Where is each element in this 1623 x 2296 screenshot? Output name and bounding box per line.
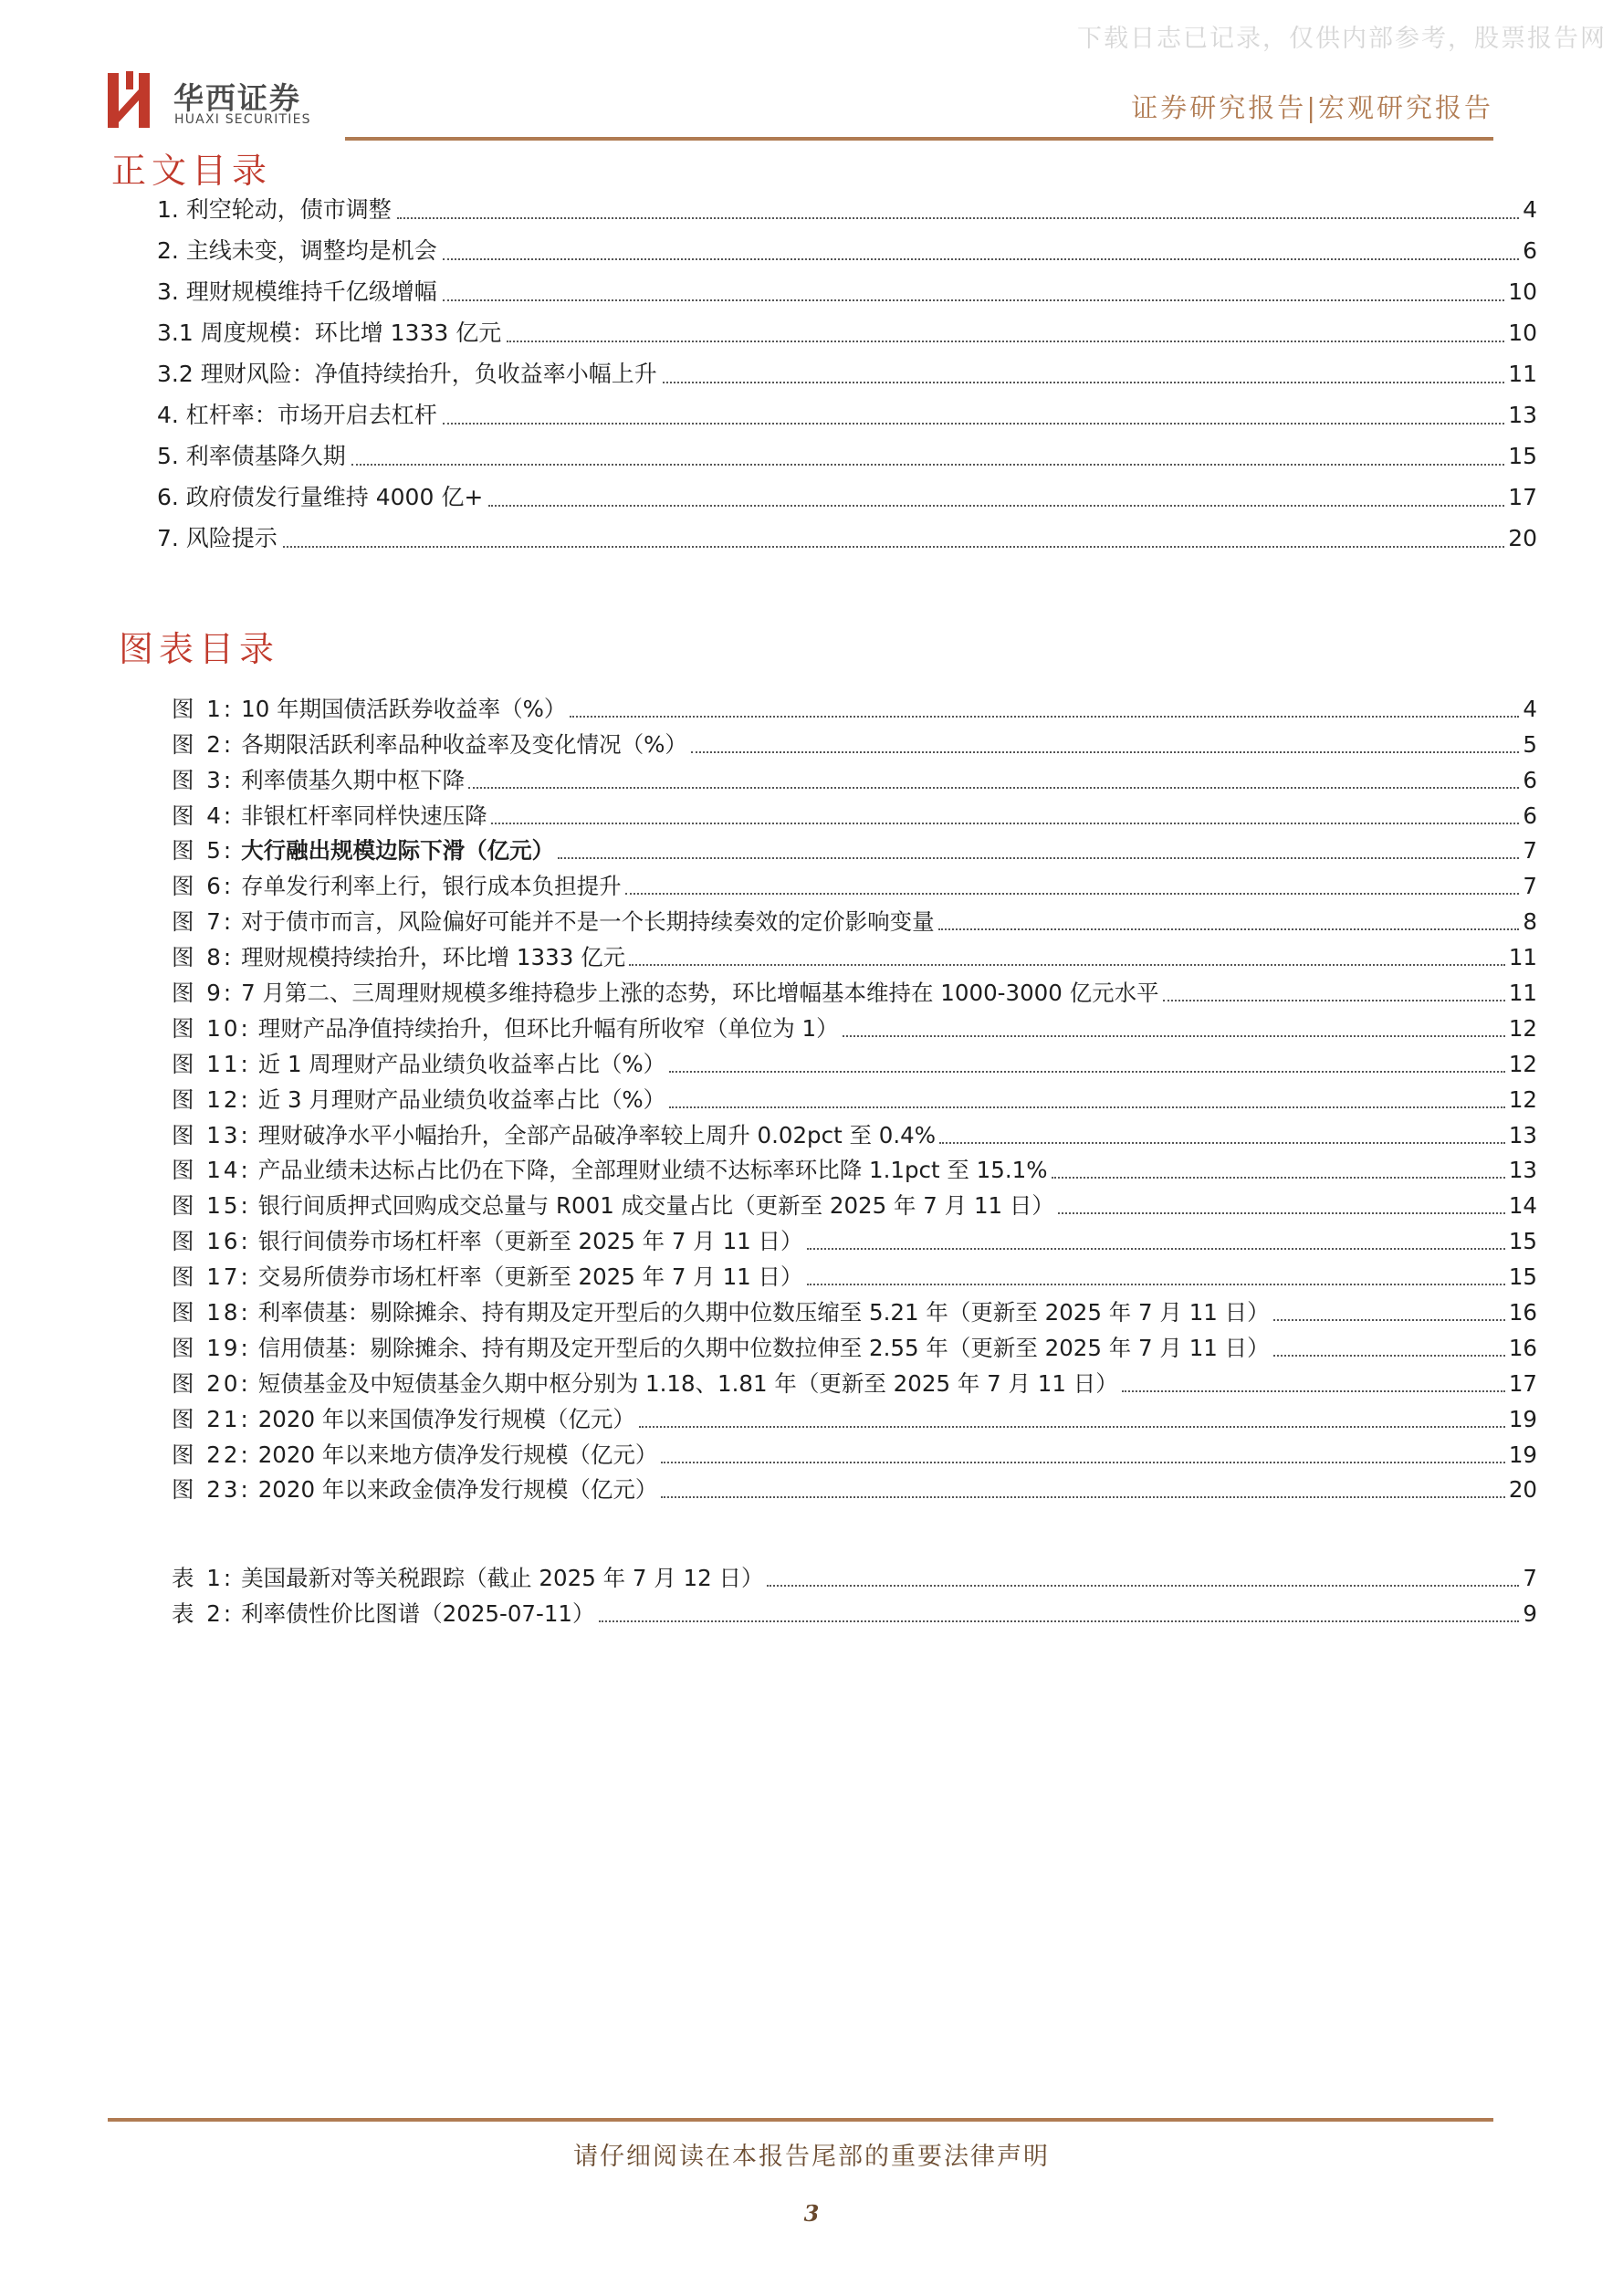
toc-entry-page: 10 <box>1508 278 1537 305</box>
figure-entry-label: 图 6: <box>172 873 235 900</box>
toc-entry[interactable] <box>157 312 1537 353</box>
toc-entry[interactable] <box>157 435 1537 477</box>
figure-entry-page: 5 <box>1523 730 1537 758</box>
figure-entry-page: 13 <box>1508 1157 1537 1184</box>
figure-entry-label: 图 8: <box>172 944 235 971</box>
figure-entry-page: 15 <box>1508 1263 1537 1291</box>
toc-entry-title: 5. 利率债基降久期 <box>157 443 346 469</box>
figure-entry-title: 非银杠杆率同样快速压降 <box>241 802 487 829</box>
figure-entry-page: 15 <box>1508 1228 1537 1255</box>
figure-entry-title: 7 月第二、三周理财规模多维持稳步上涨的态势，环比增幅基本维持在 1000-3000 亿元水平 <box>241 980 1159 1007</box>
figure-entry[interactable] <box>172 833 1537 869</box>
dot-leader <box>507 341 1504 342</box>
dot-leader <box>351 464 1504 466</box>
figure-entry-page: 20 <box>1508 1476 1537 1504</box>
figure-entry-label: 图 2: <box>172 730 235 758</box>
figure-entry-title: 理财破净水平小幅抬升，全部产品破净率较上周升 0.02pct 至 0.4% <box>257 1121 937 1148</box>
figure-entry-page: 7 <box>1523 837 1537 865</box>
figure-entry[interactable] <box>172 1473 1537 1508</box>
toc-entry[interactable] <box>157 189 1537 230</box>
toc-entry-page: 15 <box>1508 443 1537 469</box>
toc-entry-title: 7. 风险提示 <box>157 525 277 551</box>
toc-entry[interactable] <box>157 353 1537 394</box>
figure-entry-title: 利率债基久期中枢下降 <box>241 766 466 793</box>
table-list <box>172 1560 1537 1631</box>
figure-entry-label: 图 14: <box>172 1157 251 1184</box>
figure-entry-label: 图 23: <box>172 1476 251 1504</box>
figure-entry-page: 8 <box>1523 908 1537 936</box>
figure-entry-label: 图 3: <box>172 766 235 793</box>
dot-leader <box>669 1071 1505 1073</box>
figure-entry-title: 信用债基：剔除摊余、持有期及定开型后的久期中位数拉伸至 2.55 年（更新至 2025 年 7 月 11 日） <box>257 1334 1270 1361</box>
dot-leader <box>807 1284 1505 1285</box>
figure-entry-label: 图 16: <box>172 1228 251 1255</box>
toc-entry-page: 20 <box>1508 525 1537 551</box>
figure-entry-title: 各期限活跃利率品种收益率及变化情况（%） <box>241 730 687 758</box>
figure-entry-title: 近 3 月理财产品业绩负收益率占比（%） <box>257 1085 666 1113</box>
figure-entry[interactable] <box>172 1188 1537 1223</box>
toc-entry-page: 10 <box>1508 320 1537 346</box>
toc-entry[interactable] <box>157 394 1537 435</box>
figure-entry-title: 存单发行利率上行，银行成本负担提升 <box>241 873 622 900</box>
page-number: 3 <box>803 2200 820 2227</box>
figure-entry-page: 12 <box>1508 1085 1537 1113</box>
figure-entry[interactable] <box>172 1366 1537 1401</box>
figure-entry-label: 图 22: <box>172 1441 251 1468</box>
dot-leader <box>558 857 1519 859</box>
figure-entry[interactable] <box>172 1082 1537 1117</box>
dot-leader <box>639 1426 1505 1428</box>
dot-leader <box>1052 1177 1505 1179</box>
figure-entry-title: 利率债基：剔除摊余、持有期及定开型后的久期中位数压缩至 5.21 年（更新至 2025 年 7 月 11 日） <box>257 1299 1270 1326</box>
figure-entry[interactable] <box>172 1153 1537 1189</box>
figure-list <box>172 691 1537 1507</box>
figure-entry-label: 图 19: <box>172 1334 251 1361</box>
figure-entry[interactable] <box>172 939 1537 975</box>
dot-leader <box>488 505 1504 507</box>
toc-entry-title: 6. 政府债发行量维持 4000 亿+ <box>157 484 484 510</box>
dot-leader <box>443 423 1504 425</box>
figure-entry-page: 7 <box>1523 873 1537 900</box>
dot-leader <box>468 787 1519 789</box>
dot-leader <box>1273 1355 1505 1357</box>
figures-title: 图表目录 <box>119 629 280 669</box>
figure-entry-label: 图 1: <box>172 695 235 722</box>
figure-entry-page: 14 <box>1508 1192 1537 1220</box>
figure-entry-label: 图 10: <box>172 1014 251 1042</box>
figure-entry-page: 13 <box>1508 1121 1537 1148</box>
dot-leader <box>625 893 1520 895</box>
figure-entry-title: 理财规模持续抬升，环比增 1333 亿元 <box>241 944 626 971</box>
toc-entry[interactable] <box>157 518 1537 559</box>
figure-entry[interactable] <box>172 1259 1537 1295</box>
dot-leader <box>1163 1000 1505 1001</box>
figure-entry-label: 图 18: <box>172 1299 251 1326</box>
toc-entry-title: 3.2 理财风险：净值持续抬升，负收益率小幅上升 <box>157 361 657 387</box>
dot-leader <box>661 1462 1504 1463</box>
figure-entry-page: 19 <box>1508 1405 1537 1432</box>
toc-entry[interactable] <box>157 477 1537 518</box>
company-logo <box>108 71 327 130</box>
figure-entry[interactable] <box>172 1401 1537 1437</box>
figure-entry-page: 11 <box>1508 944 1537 971</box>
figure-entry-page: 12 <box>1508 1050 1537 1077</box>
figure-entry[interactable] <box>172 868 1537 904</box>
legal-notice: 请仔细阅读在本报告尾部的重要法律声明 <box>573 2143 1050 2171</box>
dot-leader <box>663 382 1504 383</box>
logo-chinese-name: 华西证券 <box>173 80 301 116</box>
figure-entry-title: 理财产品净值持续抬升，但环比升幅有所收窄（单位为 1） <box>257 1014 839 1042</box>
figure-entry[interactable] <box>172 1295 1537 1330</box>
dot-leader <box>807 1248 1505 1250</box>
figure-entry-label: 图 21: <box>172 1405 251 1432</box>
figure-entry-page: 12 <box>1508 1014 1537 1042</box>
header-divider <box>345 137 1493 141</box>
dot-leader <box>443 299 1504 301</box>
figure-entry-label: 图 13: <box>172 1121 251 1148</box>
logo-english-name: HUAXI SECURITIES <box>174 112 311 127</box>
table-entry[interactable] <box>172 1560 1537 1596</box>
figure-entry[interactable] <box>172 1046 1537 1082</box>
figure-entry-label: 图 7: <box>172 908 235 936</box>
dot-leader <box>629 964 1505 966</box>
toc-entry-title: 2. 主线未变，调整均是机会 <box>157 237 437 264</box>
toc-entry[interactable] <box>157 271 1537 312</box>
figure-entry[interactable] <box>172 1330 1537 1366</box>
figure-entry[interactable] <box>172 975 1537 1011</box>
figure-entry[interactable] <box>172 727 1537 762</box>
figure-entry[interactable] <box>172 798 1537 833</box>
figure-entry-label: 图 17: <box>172 1263 251 1291</box>
figure-entry[interactable] <box>172 1117 1537 1153</box>
dot-leader <box>843 1035 1505 1037</box>
toc-entry-title: 1. 利空轮动，债市调整 <box>157 196 392 223</box>
table-of-contents <box>157 189 1537 559</box>
figure-entry-page: 17 <box>1508 1369 1537 1397</box>
figure-entry-title: 银行间债券市场杠杆率（更新至 2025 年 7 月 11 日） <box>257 1228 803 1255</box>
toc-entry[interactable] <box>157 230 1537 271</box>
toc-entry-page: 11 <box>1508 361 1537 387</box>
dot-leader <box>1273 1319 1505 1321</box>
table-entry-label: 表 1: <box>172 1564 235 1591</box>
dot-leader <box>938 928 1520 930</box>
table-entry-title: 利率债性价比图谱（2025-07-11） <box>241 1599 595 1627</box>
dot-leader <box>1122 1390 1505 1392</box>
figure-entry-title: 10 年期国债活跃券收益率（%） <box>241 695 567 722</box>
table-entry-title: 美国最新对等关税跟踪（截止 2025 年 7 月 12 日） <box>241 1564 764 1591</box>
figure-entry[interactable] <box>172 1011 1537 1046</box>
figure-entry-title: 短债基金及中短债基金久期中枢分别为 1.18、1.81 年（更新至 2025 年 7 月 11 日） <box>257 1369 1118 1397</box>
figure-entry-page: 6 <box>1523 802 1537 829</box>
dot-leader <box>939 1142 1505 1144</box>
dot-leader <box>767 1585 1519 1587</box>
figure-entry-label: 图 12: <box>172 1085 251 1113</box>
figure-entry-page: 6 <box>1523 766 1537 793</box>
watermark: 下载日志已记录，仅供内部参考，股票报告网 <box>1077 25 1607 53</box>
figure-entry[interactable] <box>172 1223 1537 1259</box>
figure-entry-label: 图 9: <box>172 980 235 1007</box>
toc-entry-page: 17 <box>1508 484 1537 510</box>
dot-leader <box>669 1106 1505 1108</box>
dot-leader <box>283 546 1504 548</box>
dot-leader <box>397 217 1519 219</box>
figure-entry-label: 图 4: <box>172 802 235 829</box>
footer-divider <box>108 2118 1493 2122</box>
dot-leader <box>599 1620 1520 1622</box>
figure-entry-label: 图 15: <box>172 1192 251 1220</box>
dot-leader <box>1058 1212 1505 1214</box>
table-entry-page: 7 <box>1523 1564 1537 1591</box>
figure-entry-title: 2020 年以来地方债净发行规模（亿元） <box>257 1441 658 1468</box>
figure-entry-label: 图 20: <box>172 1369 251 1397</box>
figure-entry-title: 对于债市而言，风险偏好可能并不是一个长期持续奏效的定价影响变量 <box>241 908 935 936</box>
table-entry-label: 表 2: <box>172 1599 235 1627</box>
toc-entry-title: 3. 理财规模维持千亿级增幅 <box>157 278 437 305</box>
figure-entry[interactable] <box>172 904 1537 939</box>
dot-leader <box>570 716 1519 718</box>
figure-entry-title: 近 1 周理财产品业绩负收益率占比（%） <box>257 1050 666 1077</box>
toc-entry-page: 6 <box>1523 237 1537 264</box>
figure-entry-title: 2020 年以来政金债净发行规模（亿元） <box>257 1476 658 1504</box>
dot-leader <box>491 823 1520 824</box>
dot-leader <box>691 751 1519 753</box>
toc-entry-title: 4. 杠杆率：市场开启去杠杆 <box>157 402 437 428</box>
table-entry[interactable] <box>172 1596 1537 1631</box>
figure-entry-page: 16 <box>1508 1299 1537 1326</box>
toc-entry-page: 4 <box>1523 196 1537 223</box>
figure-entry-page: 16 <box>1508 1334 1537 1361</box>
figure-entry-page: 19 <box>1508 1441 1537 1468</box>
table-entry-page: 9 <box>1523 1599 1537 1627</box>
figure-entry-page: 4 <box>1523 695 1537 722</box>
report-type: 证券研究报告|宏观研究报告 <box>1131 92 1493 123</box>
figure-entry-label: 图 11: <box>172 1050 251 1077</box>
dot-leader <box>661 1496 1504 1498</box>
figure-entry-page: 11 <box>1508 980 1537 1007</box>
figure-entry-title: 产品业绩未达标占比仍在下降，全部理财业绩不达标率环比降 1.1pct 至 15.1% <box>257 1157 1048 1184</box>
figure-entry-title: 交易所债券市场杠杆率（更新至 2025 年 7 月 11 日） <box>257 1263 803 1291</box>
figure-entry[interactable] <box>172 691 1537 727</box>
huaxi-logo-icon <box>108 71 155 130</box>
toc-entry-title: 3.1 周度规模：环比增 1333 亿元 <box>157 320 502 346</box>
figure-entry[interactable] <box>172 1437 1537 1473</box>
figure-entry-label: 图 5: <box>172 837 235 865</box>
figure-entry-title: 银行间质押式回购成交总量与 R001 成交量占比（更新至 2025 年 7 月 11 日） <box>257 1192 1054 1220</box>
toc-entry-page: 13 <box>1508 402 1537 428</box>
figure-entry-title: 大行融出规模边际下滑（亿元） <box>241 837 555 865</box>
dot-leader <box>443 258 1519 260</box>
contents-title: 正文目录 <box>111 151 273 191</box>
figure-entry-title: 2020 年以来国债净发行规模（亿元） <box>257 1405 635 1432</box>
figure-entry[interactable] <box>172 762 1537 798</box>
